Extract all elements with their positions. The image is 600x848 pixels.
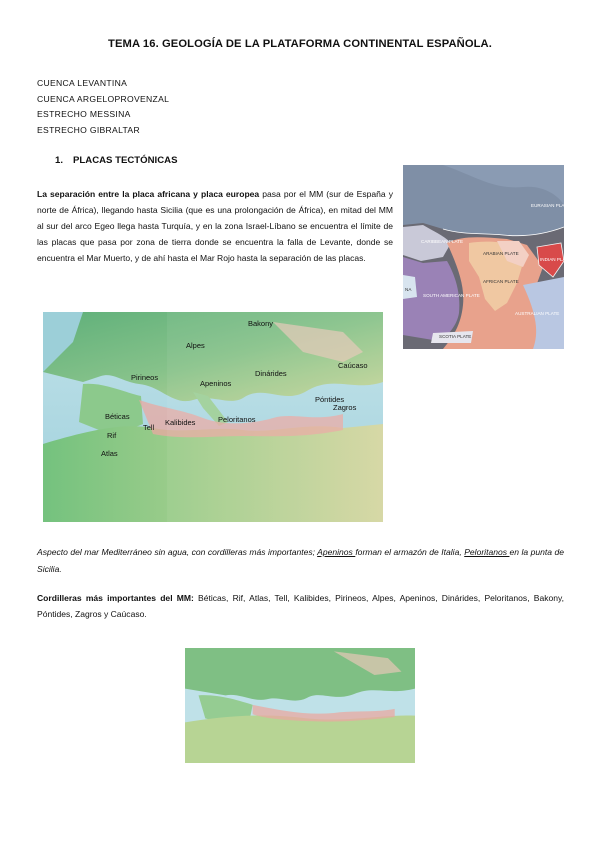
mediterranean-relief-map [43, 312, 383, 522]
map-label: Apeninos [200, 379, 232, 388]
plate-label: CARIBBEAN PLATE [421, 239, 464, 244]
map-label: Pirineos [131, 373, 159, 382]
map-caption [37, 544, 564, 577]
map-label: Tell [143, 423, 155, 432]
intro-bold: La separación entre la placa africana y placa europea [37, 189, 260, 199]
basin-item: CUENCA LEVANTINA [37, 78, 128, 88]
plate-label: NA [405, 287, 412, 292]
section-number: 1. [55, 155, 64, 166]
map-label: Bakony [248, 319, 274, 328]
caption-text: Aspecto del mar Mediterráneo sin agua, con cordilleras más importantes; [37, 547, 318, 557]
africa-landmass [185, 715, 415, 763]
map-label: Atlas [101, 449, 118, 458]
caption-text: forman el armazón de Italia, [355, 547, 465, 557]
tectonic-plates-svg [403, 165, 572, 349]
relief-map-small-svg [185, 648, 415, 763]
caption-apeninos: Apeninos [317, 547, 356, 557]
map-label: Peloritanos [218, 415, 256, 424]
cordilleras-paragraph [37, 590, 564, 622]
intro-text: pasa por el MM (sur de España y norte de África), llegando hasta Sicilia (que es una prolongación de África), en mitad del MM al sur del arco Egeo llega hasta Turquía, y en la zona Israel-Líbano se encuentra el límite de las placas que pasa por zona de tierra donde se encuentra la falla de Levante, donde se encuentra el Mar Muerto, y de ahí hasta el Mar Rojo hasta la separación de las placas. [37, 189, 394, 263]
section-heading [55, 155, 177, 166]
relief-map-svg [43, 312, 383, 522]
map-label: Alpes [186, 341, 205, 350]
section-title: PLACAS TECTÓNICAS [73, 155, 178, 166]
intro-paragraph [37, 186, 393, 266]
plate-label: INDIAN PLATE [540, 257, 572, 262]
caption-peloritanos: Peloritanos [464, 547, 510, 557]
tectonic-plates-map [403, 165, 572, 349]
plate-label: AUSTRALIAN PLATE [515, 311, 560, 316]
basin-item: CUENCA ARGELOPROVENZAL [37, 94, 170, 104]
cordilleras-label: Cordilleras más importantes del MM: [37, 593, 194, 603]
caption-text: en la punta de Sicilia. [37, 547, 564, 574]
plate-label: AFRICAN PLATE [483, 279, 519, 284]
plate-label: EURASIAN PLATE [531, 203, 570, 208]
cordilleras-list: Béticas, Rif, Atlas, Tell, Kalibides, Pirineos, Alpes, Apeninos, Dinárides, Peloritanos, Bakony, Póntides, Zagros y Caúcaso. [37, 593, 565, 619]
plate-label: SOUTH AMERICAN PLATE [423, 293, 480, 298]
mediterranean-relief-map-small [185, 648, 415, 763]
map-label: Kalibides [165, 418, 196, 427]
basin-item: ESTRECHO GIBRALTAR [37, 125, 140, 135]
map-label: Póntides [315, 395, 345, 404]
plate-label: SCOTIA PLATE [439, 334, 472, 339]
map-label: Caúcaso [338, 361, 368, 370]
map-label: Rif [107, 431, 117, 440]
basin-item: ESTRECHO MESSINA [37, 109, 131, 119]
plate-label: ARABIAN PLATE [483, 251, 519, 256]
map-label: Zagros [333, 403, 357, 412]
map-label: Béticas [105, 412, 130, 421]
map-label: Dinárides [255, 369, 287, 378]
south-american-plate-shape [403, 257, 459, 341]
document-title: TEMA 16. GEOLOGÍA DE LA PLATAFORMA CONTINENTAL ESPAÑOLA. [108, 38, 492, 50]
